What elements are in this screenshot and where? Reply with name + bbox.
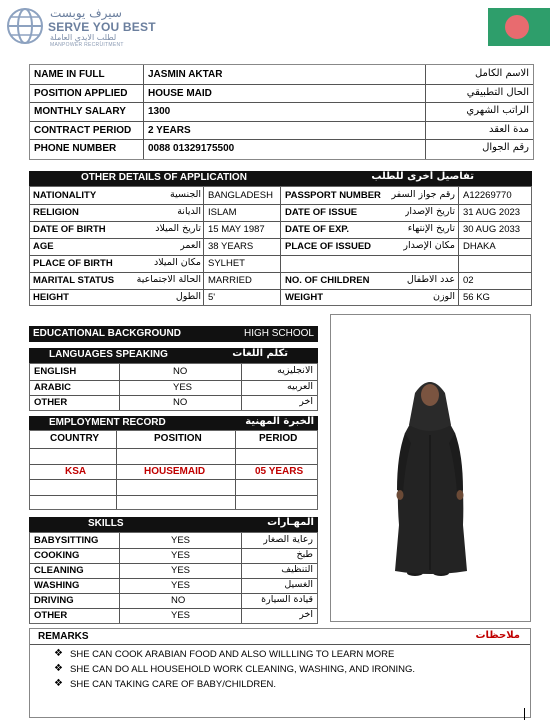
field-value: 1300 bbox=[148, 106, 171, 118]
skill-name-ar: التنظيف bbox=[281, 564, 313, 575]
detail-value: A12269770 bbox=[463, 190, 512, 201]
diamond-bullet-icon: ❖ bbox=[54, 663, 63, 674]
remarks-box bbox=[29, 628, 531, 718]
row-divider bbox=[30, 121, 533, 122]
row-divider bbox=[30, 608, 317, 609]
column-divider bbox=[203, 187, 204, 305]
skill-value: YES bbox=[171, 535, 191, 546]
skill-name: CLEANING bbox=[34, 565, 84, 576]
skills-header bbox=[29, 517, 318, 532]
other-details-title: OTHER DETAILS OF APPLICATION bbox=[81, 172, 247, 183]
skill-value: YES bbox=[171, 550, 191, 561]
detail-label-ar: مكان الإصدار bbox=[403, 240, 455, 251]
language-name: ARABIC bbox=[34, 381, 71, 393]
row-divider bbox=[30, 578, 317, 579]
detail-value: MARRIED bbox=[208, 275, 252, 286]
column-divider bbox=[425, 65, 426, 159]
skill-value: NO bbox=[171, 595, 186, 606]
detail-label: DATE OF EXP. bbox=[285, 224, 350, 235]
remarks-title: REMARKS bbox=[38, 631, 89, 642]
remarks-divider bbox=[30, 644, 530, 645]
column-divider bbox=[458, 187, 459, 305]
language-name: ENGLISH bbox=[34, 366, 77, 377]
detail-value: 15 MAY 1987 bbox=[208, 224, 265, 235]
column-divider bbox=[143, 65, 144, 159]
detail-value: 30 AUG 2033 bbox=[463, 224, 521, 235]
languages-title: LANGUAGES SPEAKING bbox=[49, 349, 168, 360]
bangladesh-flag bbox=[488, 8, 550, 46]
language-value: NO bbox=[173, 397, 188, 408]
column-divider bbox=[241, 533, 242, 623]
skill-name: DRIVING bbox=[34, 595, 74, 606]
field-label-ar: الحال التطبيقي bbox=[466, 86, 529, 98]
person-figure-image bbox=[331, 315, 530, 621]
employment-header bbox=[29, 416, 318, 430]
field-label: CONTRACT PERIOD bbox=[34, 124, 132, 136]
flag-disc bbox=[505, 15, 529, 39]
employment-col-period: PERIOD bbox=[259, 433, 298, 444]
skills-title: SKILLS bbox=[88, 518, 124, 529]
skill-name: COOKING bbox=[34, 550, 80, 561]
detail-label-ar: مكان الميلاد bbox=[153, 257, 201, 268]
employment-cell: KSA bbox=[65, 465, 87, 477]
detail-label-ar: تاريخ الإنتهاء bbox=[407, 223, 455, 234]
detail-label: AGE bbox=[33, 241, 54, 252]
column-divider bbox=[235, 431, 236, 509]
logo-globe-icon bbox=[6, 7, 44, 45]
skill-name: BABYSITTING bbox=[34, 535, 99, 546]
field-label: NAME IN FULL bbox=[34, 69, 105, 80]
skill-name-ar: قيادة السيارة bbox=[261, 594, 313, 605]
detail-label: DATE OF BIRTH bbox=[33, 224, 106, 235]
employment-cell: HOUSEMAID bbox=[144, 465, 206, 477]
language-name-ar: العربيه bbox=[287, 380, 313, 392]
field-value: HOUSE MAID bbox=[148, 87, 212, 99]
language-value: NO bbox=[173, 366, 188, 377]
applicant-photo bbox=[330, 314, 531, 622]
logo-english-text: SERVE YOU BEST bbox=[48, 20, 156, 34]
detail-label: NO. OF CHILDREN bbox=[285, 275, 370, 286]
field-value: JASMIN AKTAR bbox=[148, 69, 223, 80]
diamond-bullet-icon: ❖ bbox=[54, 648, 63, 659]
language-name: OTHER bbox=[34, 397, 68, 408]
language-value: YES bbox=[173, 381, 193, 393]
logo-subtitle: MANPOWER RECRUITMENT bbox=[50, 42, 124, 48]
detail-value: 02 bbox=[463, 275, 474, 286]
detail-label-ar: تاريخ الميلاد bbox=[155, 223, 201, 234]
employment-cell: 05 YEARS bbox=[255, 465, 304, 477]
detail-value: DHAKA bbox=[463, 241, 496, 252]
other-details-header bbox=[29, 171, 532, 186]
detail-label-ar: عدد الاطفال bbox=[406, 274, 455, 285]
remark-item: SHE CAN COOK ARABIAN FOOD AND ALSO WILLLING TO LEARN MORE bbox=[70, 649, 395, 660]
language-name-ar: الانجليزيه bbox=[277, 365, 313, 376]
field-value: 2 YEARS bbox=[148, 124, 191, 136]
remarks-title-ar: ملاحظات bbox=[475, 630, 520, 641]
skills-title-ar: المهـارات bbox=[267, 517, 314, 528]
row-divider bbox=[30, 464, 317, 465]
skill-name: OTHER bbox=[34, 610, 68, 621]
detail-value: 56 KG bbox=[463, 292, 490, 303]
page-cursor-mark bbox=[524, 708, 525, 720]
skill-value: YES bbox=[171, 565, 191, 576]
languages-header bbox=[29, 348, 318, 363]
detail-label: HEIGHT bbox=[33, 292, 69, 303]
field-value: 0088 01329175500 bbox=[148, 143, 235, 155]
detail-label: MARITAL STATUS bbox=[33, 275, 115, 286]
skill-name-ar: آخر bbox=[299, 609, 313, 620]
detail-label-ar: العمر bbox=[180, 240, 201, 251]
row-divider bbox=[30, 479, 317, 480]
detail-label-ar: تاريخ الإصدار bbox=[404, 206, 455, 217]
employment-title-ar: الخبرة المهنية bbox=[245, 416, 314, 427]
column-divider bbox=[241, 364, 242, 410]
remark-item: SHE CAN DO ALL HOUSEHOLD WORK CLEANING, WASHING, AND IRONING. bbox=[70, 664, 416, 675]
detail-value: 38 YEARS bbox=[208, 241, 254, 252]
detail-label-ar: الجنسية bbox=[170, 189, 201, 200]
detail-label: PLACE OF BIRTH bbox=[33, 258, 113, 269]
detail-label-ar: الحالة الاجتماعية bbox=[136, 274, 201, 285]
other-details-table bbox=[29, 186, 532, 306]
row-divider bbox=[30, 448, 317, 449]
detail-label: PLACE OF ISSUED bbox=[285, 241, 372, 252]
company-logo bbox=[4, 4, 174, 50]
skill-name-ar: رعاية الصغار bbox=[263, 534, 313, 545]
field-label: PHONE NUMBER bbox=[34, 143, 117, 155]
detail-label: RELIGION bbox=[33, 207, 79, 218]
field-label-ar: رقم الجوال bbox=[482, 142, 529, 154]
other-details-title-ar: تفاصيل أخرى للطلب bbox=[371, 171, 474, 182]
row-divider bbox=[30, 548, 317, 549]
employment-table bbox=[29, 430, 318, 510]
detail-value: 5' bbox=[208, 292, 216, 303]
skill-name-ar: الغسيل bbox=[284, 579, 313, 590]
education-value: HIGH SCHOOL bbox=[243, 328, 314, 339]
field-label-ar: الاسم الكامل bbox=[474, 68, 529, 79]
education-label: EDUCATIONAL BACKGROUND bbox=[33, 328, 181, 339]
language-name-ar: آخر bbox=[299, 396, 313, 407]
row-divider bbox=[30, 395, 317, 396]
remark-item: SHE CAN TAKING CARE OF BABY/CHILDREN. bbox=[70, 679, 277, 690]
employment-title: EMPLOYMENT RECORD bbox=[49, 417, 166, 428]
detail-label-ar: رقم جواز السفر bbox=[391, 189, 455, 200]
employment-col-country: COUNTRY bbox=[50, 433, 100, 444]
skill-value: YES bbox=[171, 580, 191, 591]
column-divider bbox=[280, 187, 281, 305]
education-bar bbox=[29, 326, 318, 342]
skill-name: WASHING bbox=[34, 580, 80, 591]
row-divider bbox=[30, 84, 533, 85]
field-label-ar: الراتب الشهري bbox=[466, 105, 529, 117]
detail-value: BANGLADESH bbox=[208, 190, 273, 201]
skill-value: YES bbox=[171, 610, 191, 621]
detail-label: DATE OF ISSUE bbox=[285, 207, 358, 218]
row-divider bbox=[30, 380, 317, 381]
row-divider bbox=[30, 563, 317, 564]
detail-label-ar: الديانة bbox=[177, 206, 201, 217]
column-divider bbox=[116, 431, 117, 509]
row-divider bbox=[30, 495, 317, 496]
row-divider bbox=[30, 139, 533, 140]
employment-col-position: POSITION bbox=[154, 433, 202, 444]
detail-label-ar: الطول bbox=[175, 291, 201, 302]
detail-label: WEIGHT bbox=[285, 292, 323, 303]
skills-table bbox=[29, 532, 318, 624]
detail-value: SYLHET bbox=[208, 258, 245, 269]
logo-arabic-subtitle: لطلب الايدي العاملة bbox=[50, 33, 117, 42]
applicant-info-table bbox=[29, 64, 534, 160]
detail-label: NATIONALITY bbox=[33, 190, 97, 201]
detail-label: PASSPORT NUMBER bbox=[285, 190, 381, 201]
diamond-bullet-icon: ❖ bbox=[54, 678, 63, 689]
column-divider bbox=[119, 364, 120, 410]
field-label-ar: مدة العقد bbox=[489, 123, 529, 135]
detail-label-ar: الوزن bbox=[432, 291, 455, 302]
logo-arabic-text: سيرف يوبست bbox=[50, 6, 122, 20]
field-label: POSITION APPLIED bbox=[34, 87, 128, 99]
detail-value: 31 AUG 2023 bbox=[463, 207, 521, 218]
field-label: MONTHLY SALARY bbox=[34, 106, 126, 118]
detail-value: ISLAM bbox=[208, 207, 237, 218]
languages-title-ar: تكلم اللغات bbox=[232, 348, 288, 359]
row-divider bbox=[30, 102, 533, 103]
skill-name-ar: طبخ bbox=[296, 549, 313, 560]
column-divider bbox=[119, 533, 120, 623]
languages-table bbox=[29, 363, 318, 411]
